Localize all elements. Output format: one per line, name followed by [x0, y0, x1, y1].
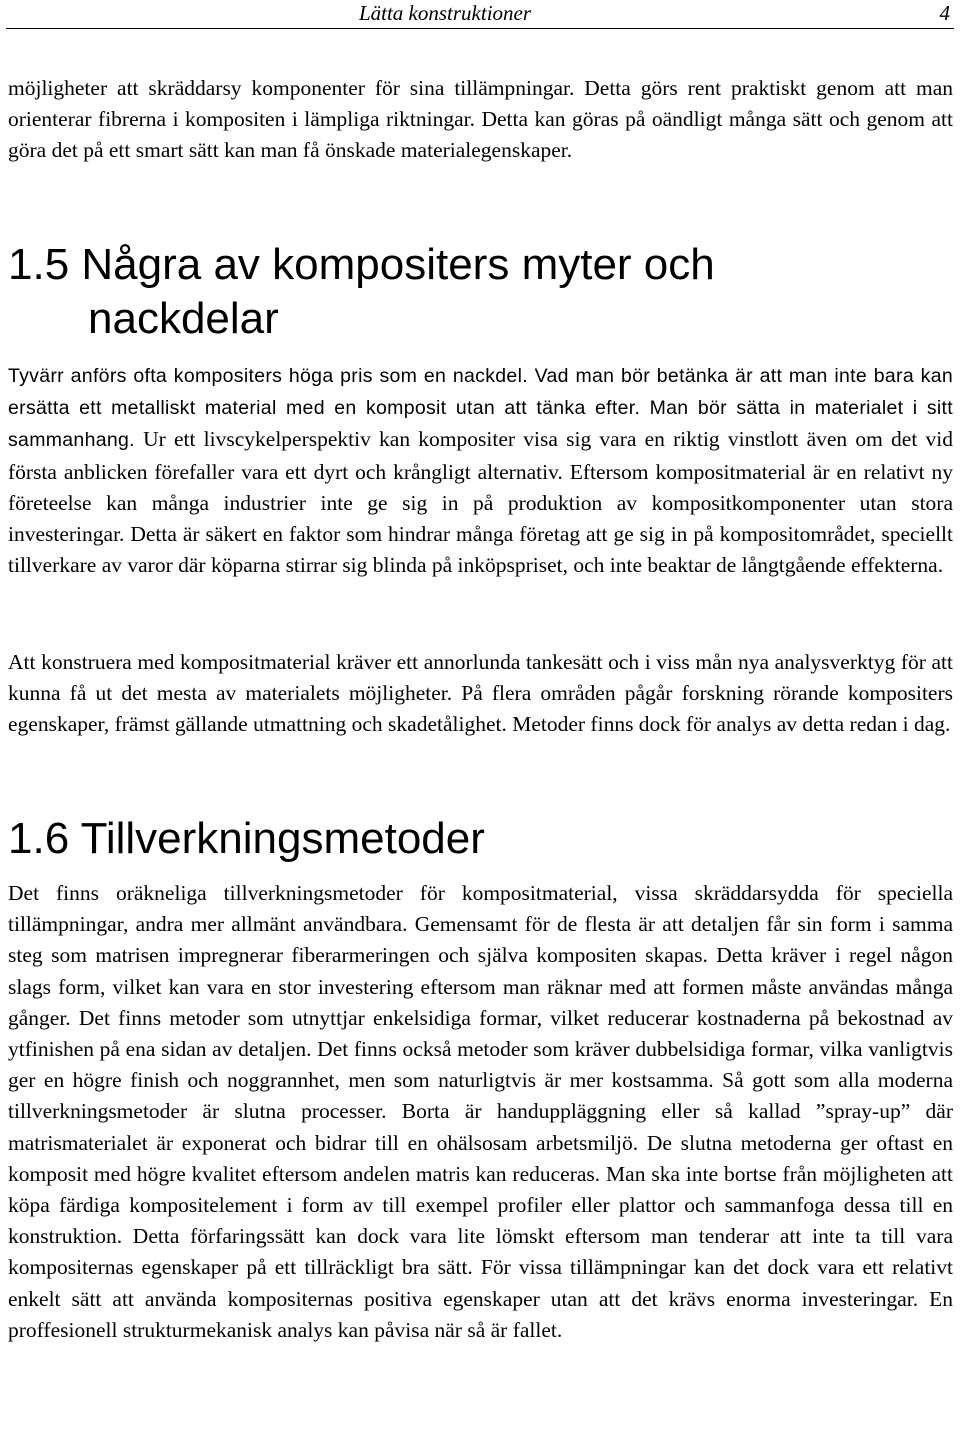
section-1-5-paragraph-1 — [8, 360, 953, 581]
section-1-5-heading-line2: nackdelar — [88, 294, 279, 343]
section-1-5-heading — [8, 238, 953, 346]
page-number: 4 — [939, 1, 950, 25]
intro-paragraph: möjligheter att skräddarsy komponenter för sina tillämpningar. Detta görs rent praktiskt genom att man orienterar fibrerna i kompositen i lämpliga riktningar. Detta kan göras på oändligt många sätt och genom att göra det på ett smart sätt kan man få önskade materialegenskaper. — [8, 76, 953, 163]
section-1-6-paragraph-1: Det finns oräkneliga tillverkningsmetoder för kompositmaterial, vissa skräddarsydda för speciella tillämpningar, andra mer allmänt användbara. Gemensamt för de flesta är att detaljen får sin form i samma steg som matrisen impregnerar fiberarmeringen och själva kompositen skapas. Detta kräver i regel någon slags form, vilket kan vara en stor investering eftersom man räknar med att formen måste användas många gånger. Det finns metoder som utnyttjar enkelsidiga formar, vilket reducerar kostnaderna på bekostnad av ytfinishen på ena sidan av detaljen. Det finns också metoder som kräver dubbelsidiga formar, vilka vanligtvis ger en högre finish och noggrannhet, men som naturligtvis är mer kostsamma. Så gott som alla moderna tillverkningsmetoder är slutna processer. Borta är handuppläggning eller så kallad ”spray-up” där matrismaterialet är exponerat och bidrar till en ohälsosam arbetsmiljö. De slutna metoderna ger oftast en komposit med högre kvalitet eftersom andelen matris kan reduceras. Man ska inte bortse från möjligheten att köpa färdiga kompositelement i form av till exempel profiler eller plattor och sammanfoga dessa till en konstruktion. Detta förfaringssätt kan dock vara lite lömskt eftersom man tenderar att inte ta till vara kompositernas egenskaper på ett tillräckligt bra sätt. För vissa tillämpningar kan det dock vara ett relativt enkelt sätt att använda kompositernas positiva egenskaper utan att det krävs enorma investeringar. En proffesionell strukturmekanisk analys kan påvisa när så är fallet. — [8, 881, 953, 1342]
header-title: Lätta konstruktioner — [358, 1, 532, 25]
section-1-5-heading-line1: 1.5 Några av kompositers myter och — [8, 240, 715, 289]
section-1-5-paragraph-2: Att konstruera med kompositmaterial kräver ett annorlunda tankesätt och i viss mån nya analysverktyg för att kunna få ut det mesta av materialets möjligheter. På flera områden pågår forskning rörande kompositers egenskaper, främst gällande utmattning och skadetålighet. Metoder finns dock för analys av detta redan i dag. — [8, 650, 953, 737]
section-1-5-paragraph-1-serif: Ur ett livscykelperspektiv kan kompositer visa sig vara en riktig vinstlott även om det vid första anblicken förefaller vara ett dyrt och krångligt alternativ. Eftersom kompositmaterial är en relativt ny företeelse kan många industrier inte ge sig in på produktion av kompositkomponenter utan stora investeringar. Detta är säkert en faktor som hindrar många företag att ge sig in på kompositområdet, speciellt tillverkare av varor där köparna stirrar sig blinda på inköpspriset, och inte beaktar de långtgående effekterna. — [8, 427, 953, 578]
running-header — [6, 0, 954, 29]
section-1-6-heading: 1.6 Tillverkningsmetoder — [8, 814, 485, 863]
section-1-5-paragraph-1-sans: Tyvärr anförs ofta kompositers höga pris som en nackdel. Vad man bör betänka är att man inte bara kan ersätta ett metalliskt material med en komposit utan att tänka efter. Man bör sätta in materialet i sitt sammanhang. — [8, 365, 953, 452]
